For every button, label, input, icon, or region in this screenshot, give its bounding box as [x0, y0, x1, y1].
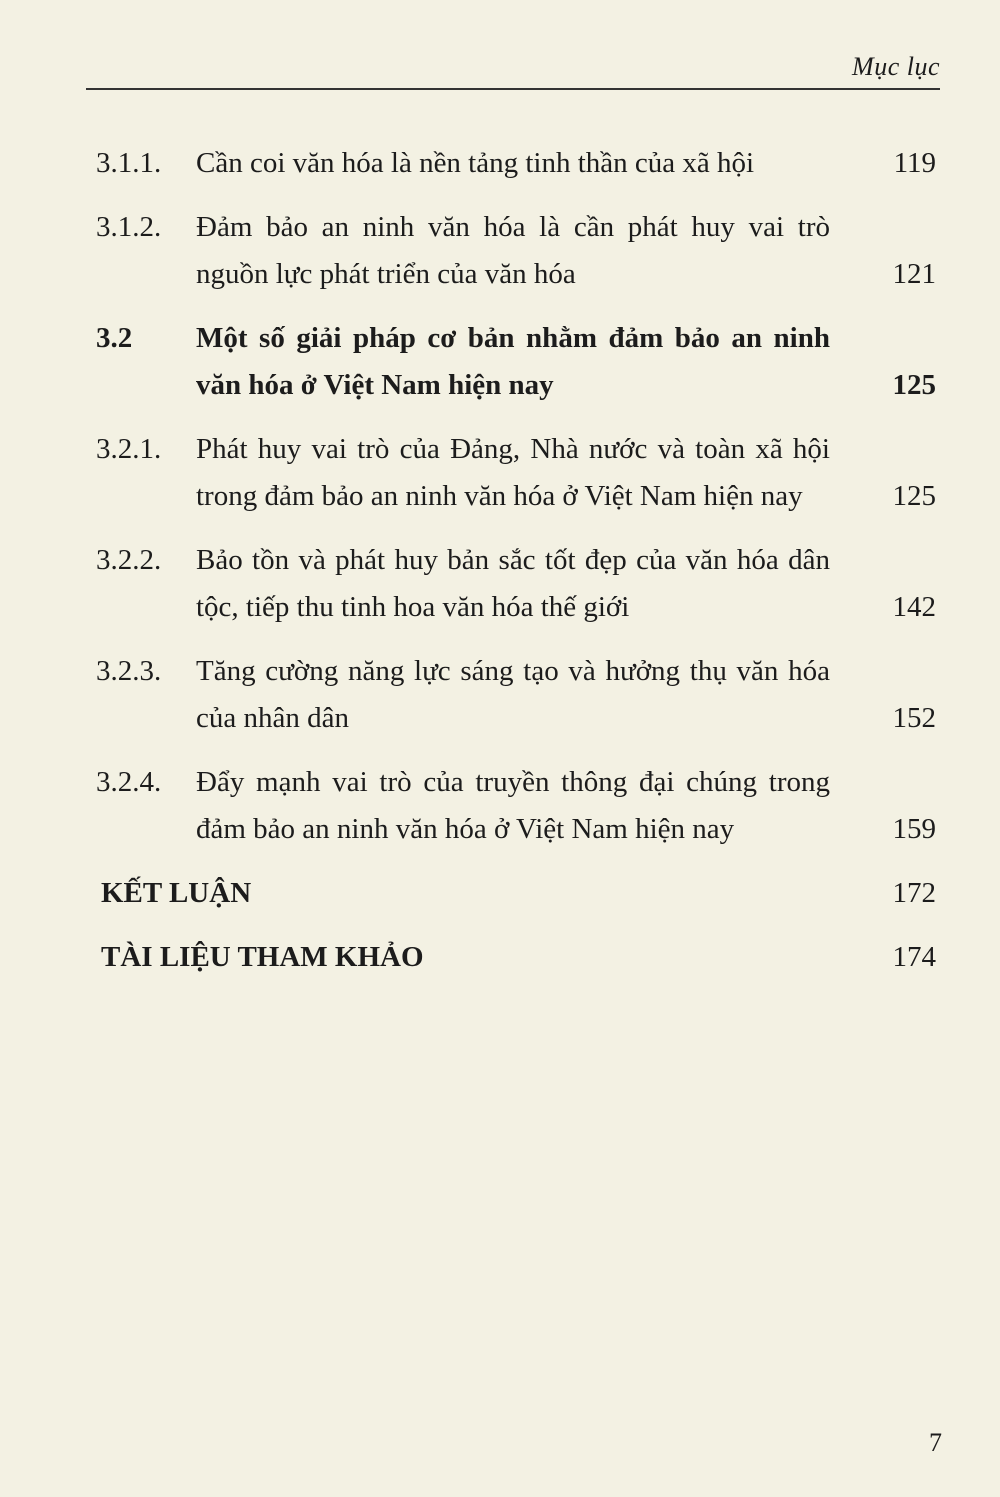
- toc-entry-number: 3.1.1.: [96, 147, 162, 179]
- toc-entry[interactable]: [96, 759, 936, 853]
- toc-entry-title: Tăng cường năng lực sáng tạo và hưởng thụ văn hóa của nhân dân: [196, 655, 830, 734]
- toc-entry-number: 3.2.3.: [96, 655, 162, 687]
- toc-entry-page: 125: [892, 480, 936, 512]
- toc-entry-page: 125: [892, 369, 936, 401]
- toc-entry-page: 174: [892, 941, 936, 973]
- toc-entry-title: KẾT LUẬN: [101, 877, 252, 909]
- toc-entry[interactable]: [96, 537, 936, 631]
- toc-entry[interactable]: [96, 140, 936, 187]
- toc-entry-title: Bảo tồn và phát huy bản sắc tốt đẹp của văn hóa dân tộc, tiếp thu tinh hoa văn hóa thế giới: [196, 544, 830, 623]
- toc-entry-page: 172: [892, 877, 936, 909]
- toc-entry-number: 3.2: [96, 322, 133, 354]
- toc-entry[interactable]: [96, 204, 936, 298]
- toc-entry-title: Đảm bảo an ninh văn hóa là cần phát huy vai trò nguồn lực phát triển của văn hóa: [196, 211, 830, 290]
- toc-entry-page: 159: [892, 813, 936, 845]
- toc-entry-title: TÀI LIỆU THAM KHẢO: [101, 941, 424, 973]
- table-of-contents: [96, 140, 936, 981]
- toc-entry[interactable]: [96, 426, 936, 520]
- page-number: 7: [929, 1428, 942, 1457]
- running-header: Mục lục: [852, 52, 940, 81]
- toc-entry-number: 3.2.4.: [96, 766, 162, 798]
- toc-entry-title: Cần coi văn hóa là nền tảng tinh thần của xã hội: [196, 147, 755, 179]
- toc-entry-title: Đẩy mạnh vai trò của truyền thông đại chúng trong đảm bảo an ninh văn hóa ở Việt Nam hiện nay: [196, 766, 830, 845]
- toc-entry-page: 152: [892, 702, 936, 734]
- toc-entry-page: 119: [893, 147, 936, 179]
- header-rule: [86, 88, 940, 90]
- toc-entry-title: Một số giải pháp cơ bản nhằm đảm bảo an ninh văn hóa ở Việt Nam hiện nay: [196, 322, 830, 401]
- toc-entry-page: 121: [892, 258, 936, 290]
- toc-entry[interactable]: [96, 648, 936, 742]
- toc-entry-number: 3.1.2.: [96, 211, 162, 243]
- toc-entry-page: 142: [892, 591, 936, 623]
- toc-references-entry[interactable]: [96, 934, 936, 981]
- toc-entry-title: Phát huy vai trò của Đảng, Nhà nước và toàn xã hội trong đảm bảo an ninh văn hóa ở Việt Nam hiện nay: [196, 433, 830, 512]
- toc-section-entry[interactable]: [96, 315, 936, 409]
- toc-entry-number: 3.2.1.: [96, 433, 162, 465]
- toc-entry-number: 3.2.2.: [96, 544, 162, 576]
- toc-conclusion-entry[interactable]: [96, 870, 936, 917]
